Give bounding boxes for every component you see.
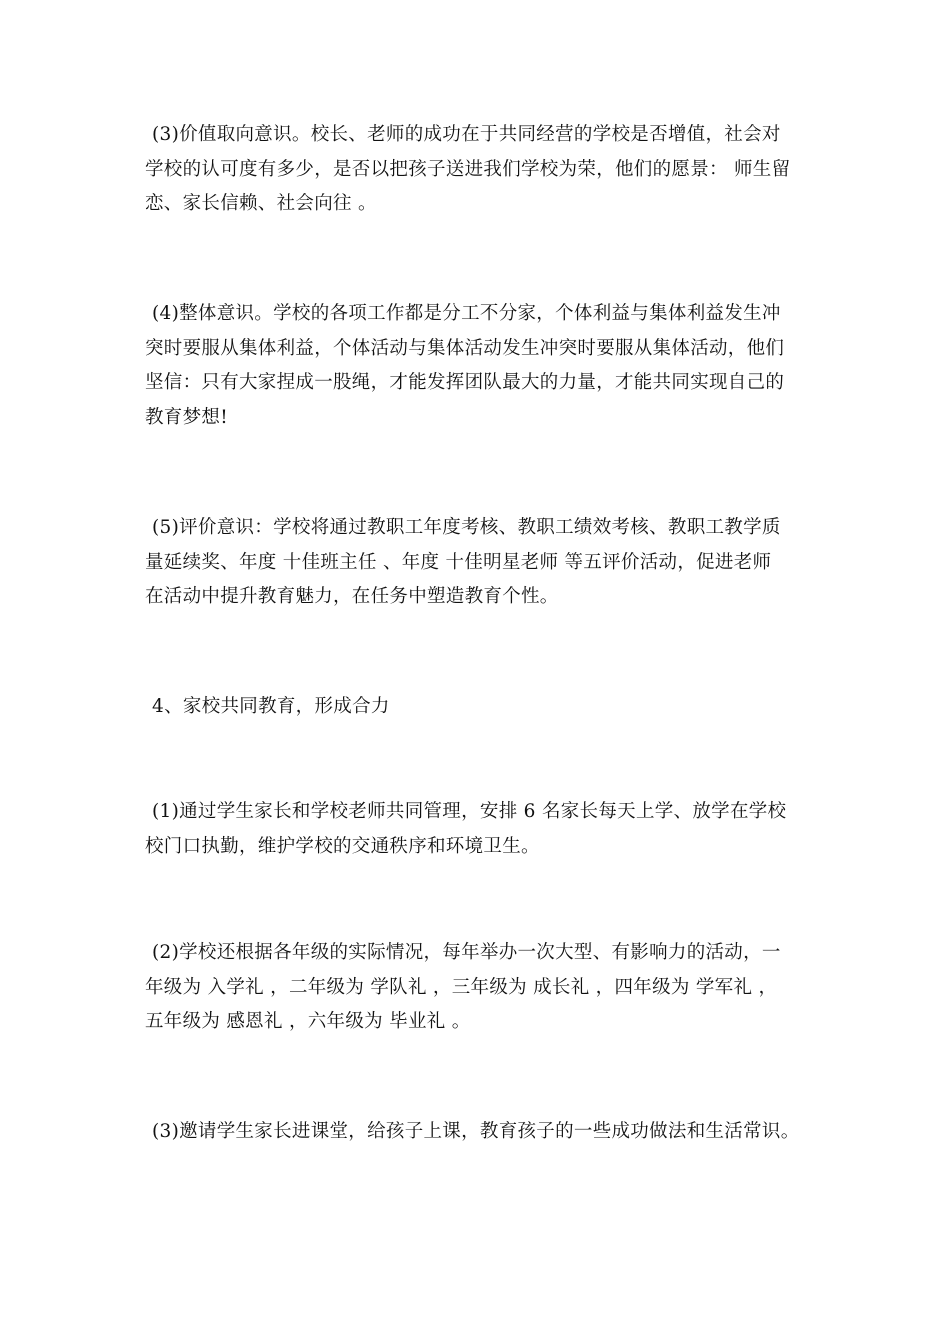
text-line: 学校的认可度有多少，是否以把孩子送进我们学校为荣，他们的愿景： 师生留 [145,158,791,180]
text-line: 坚信：只有大家捏成一股绳，才能发挥团队最大的力量，才能共同实现自己的 [145,372,785,393]
paragraph-whole-awareness [145,297,817,435]
paragraph-parents-classroom [145,1115,817,1150]
text-line: (5)评价意识：学校将通过教职工年度考核、教职工绩效考核、教职工教学质 [152,517,781,538]
text-line: (4)整体意识。学校的各项工作都是分工不分家，个体利益与集体利益发生冲 [152,303,781,324]
section-heading-family-school [145,690,817,725]
text-line: 在活动中提升教育魅力，在任务中塑造教育个性。 [145,586,559,607]
text-line: 校门口执勤，维护学校的交通秩序和环境卫生。 [145,835,540,857]
paragraph-joint-management [145,795,817,864]
text-line: 量延续奖、年度 十佳班主任 、年度 十佳明星老师 等五评价活动，促进老师 [145,551,772,573]
text-line: (3)邀请学生家长进课堂，给孩子上课，教育孩子的一些成功做法和生活常识。 [152,1121,800,1142]
text-line: 教育梦想! [145,406,228,428]
paragraph-grade-events [145,936,817,1040]
text-line: (1)通过学生家长和学校老师共同管理，安排 6 名家长每天上学、放学在学校 [152,801,787,822]
text-line: 4、家校共同教育，形成合力 [152,696,390,717]
text-line: 年级为 入学礼 ，二年级为 学队礼 ，三年级为 成长礼 ，四年级为 学军礼 ， [145,976,778,998]
text-line: 五年级为 感恩礼 ，六年级为 毕业礼 。 [145,1011,471,1032]
text-line: 恋、家长信赖、社会向往 。 [145,193,377,214]
text-line: 突时要服从集体利益，个体活动与集体活动发生冲突时要服从集体活动，他们 [145,337,785,359]
text-line: (2)学校还根据各年级的实际情况，每年举办一次大型、有影响力的活动，一 [152,942,781,963]
paragraph-evaluation-awareness [145,511,817,615]
paragraph-value-awareness [145,118,817,222]
text-line: (3)价值取向意识。校长、老师的成功在于共同经营的学校是否增值，社会对 [152,124,781,145]
